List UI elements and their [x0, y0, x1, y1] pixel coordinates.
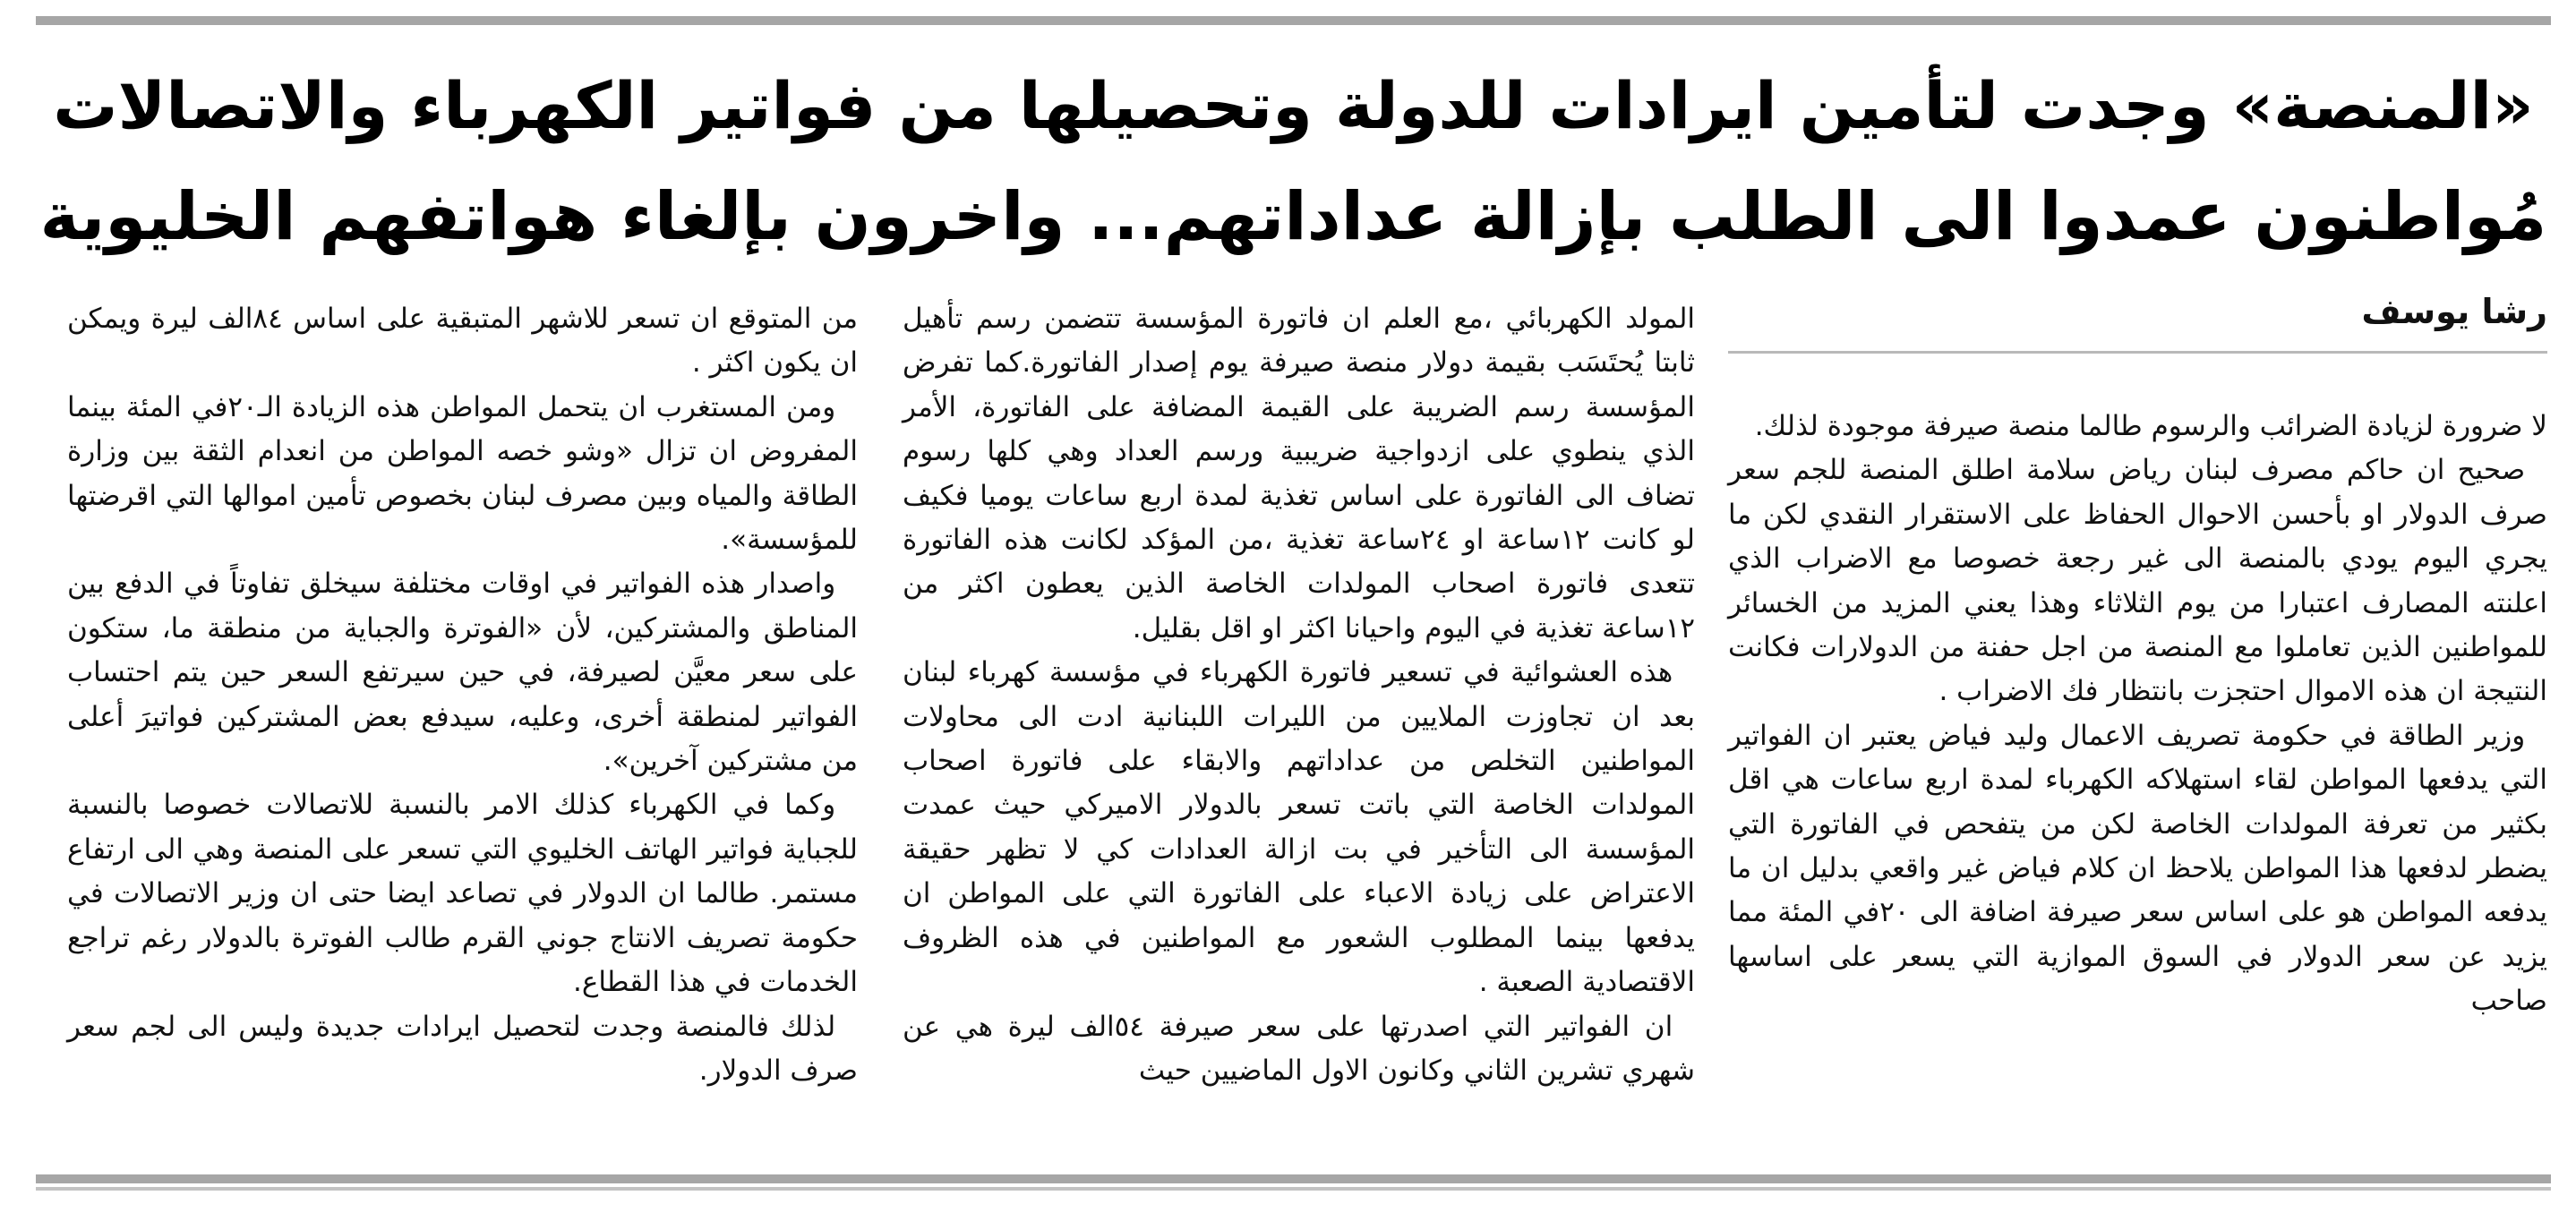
paragraph: واصدار هذه الفواتير في اوقات مختلفة سيخلق تفاوتاً في الدفع بين المناطق والمشتركين، لأن «الفوترة والجباية من منطقة ما، ستكون على سعر معيَّن لصيرفة، في حين سيرتفع السعر حين يتم احتساب الفواتير لمنطقة أخرى، وعليه، سيدفع بعض المشتركين فواتيرَ أعلى من مشتركين آخرين». — [67, 568, 858, 778]
column-middle — [903, 297, 1695, 1093]
byline-rule — [1728, 351, 2547, 354]
headline-line-1: «المنصة» وجدت لتأمين ايرادات للدولة وتحصيلها من فواتير الكهرباء والاتصالات — [53, 68, 2534, 143]
headline-line-2: مُواطنون عمدوا الى الطلب بإزالة عداداتهم... واخرون بإلغاء هواتفهم الخليوية — [39, 178, 2547, 255]
paragraph: ان الفواتير التي اصدرتها على سعر صيرفة ٥٤الف ليرة هي عن شهري تشرين الثاني وكانون الاول الماضيين حيث — [903, 1010, 1695, 1087]
bottom-rule-thin — [36, 1187, 2551, 1191]
paragraph: وكما في الكهرباء كذلك الامر بالنسبة للاتصالات خصوصا بالنسبة للجباية فواتير الهاتف الخليوي التي تسعر على المنصة وهي الى ارتفاع مستمر. طالما ان الدولار في تصاعد ايضا حتى ان وزير الاتصالات في حكومة تصريف الانتاج جوني القرم طالب الفوترة بالدولار رغم تراجع الخدمات في هذا القطاع. — [67, 789, 858, 999]
bottom-rule — [36, 1174, 2551, 1183]
column-right — [1728, 405, 2547, 1024]
paragraph: لا ضرورة لزيادة الضرائب والرسوم طالما منصة صيرفة موجودة لذلك. — [1754, 410, 2547, 442]
top-rule — [36, 16, 2551, 25]
paragraph: وزير الطاقة في حكومة تصريف الاعمال وليد فياض يعتبر ان الفواتير التي يدفعها المواطن لقاء استهلاكه الكهرباء لمدة اربع ساعات هي اقل بكثير من تعرفة المولدات الخاصة لكن من يتفحص في الفاتورة التي يضطر لدفعها هذا المواطن يلاحظ ان كلام فياض غير واقعي بدليل ان ما يدفعه المواطن هو على اساس سعر صيرفة اضافة الى ٢٠في المئة مما يزيد عن سعر الدولار في السوق الموازية التي يسعر على اساسها صاحب — [1728, 719, 2547, 1018]
paragraph: المولد الكهربائي ،مع العلم ان فاتورة المؤسسة تتضمن رسم تأهيل ثابتا يُحتَسَب بقيمة دولار منصة صيرفة يوم إصدار الفاتورة.كما تفرض المؤسسة رسم الضريبة على القيمة المضافة على الفاتورة، الأمر الذي ينطوي على ازدواجية ضريبية ورسم العداد وهي كلها رسوم تضاف الى الفاتورة على اساس تغذية لمدة اربع ساعات يوميا فكيف لو كانت ١٢ساعة او ٢٤ساعة تغذية ،من المؤكد لكانت هذه الفاتورة تتعدى فاتورة اصحاب المولدات الخاصة الذين يعطون اكثر من ١٢ساعة تغذية في اليوم واحيانا اكثر او اقل بقليل. — [903, 303, 1695, 645]
paragraph: صحيح ان حاكم مصرف لبنان رياض سلامة اطلق المنصة للجم سعر صرف الدولار او بأحسن الاحوال الحفاظ على الاستقرار النقدي لكن ما يجري اليوم يودي بالمنصة الى غير رجعة خصوصا مع الاضراب الذي اعلنته المصارف اعتبارا من يوم الثلاثاء وهذا يعني المزيد من الخسائر للمواطنين الذين تعاملوا مع المنصة من اجل حفنة من الدولارات فكانت النتيجة ان هذه الاموال احتجزت بانتظار فك الاضراب . — [1728, 454, 2547, 708]
paragraph: هذه العشوائية في تسعير فاتورة الكهرباء في مؤسسة كهرباء لبنان بعد ان تجاوزت الملايين من الليرات اللبنانية ادت الى محاولات المواطنين التخلص من عداداتهم والابقاء على فاتورة اصحاب المولدات الخاصة التي باتت تسعر بالدولار الاميركي حيث عمدت المؤسسة الى التأخير في بت ازالة العدادات كي لا تظهر حقيقة الاعتراض على زيادة الاعباء على الفاتورة التي على المواطن ان يدفعها بينما المطلوب الشعور مع المواطنين في هذه الظروف الاقتصادية الصعبة . — [903, 656, 1695, 999]
byline: رشا يوسف — [2361, 292, 2547, 331]
column-left — [67, 297, 858, 1093]
paragraph: من المتوقع ان تسعر للاشهر المتبقية على اساس ٨٤الف ليرة ويمكن ان يكون اكثر . — [67, 303, 858, 380]
paragraph: ومن المستغرب ان يتحمل المواطن هذه الزيادة الـ٢٠في المئة بينما المفروض ان تزال «وشو خصه المواطن من انعدام الثقة بين وزارة الطاقة والمياه وبين مصرف لبنان بخصوص تأمين اموالها التي اقرضتها للمؤسسة». — [67, 390, 858, 557]
paragraph: لذلك فالمنصة وجدت لتحصيل ايرادات جديدة وليس الى لجم سعر صرف الدولار. — [67, 1010, 858, 1087]
